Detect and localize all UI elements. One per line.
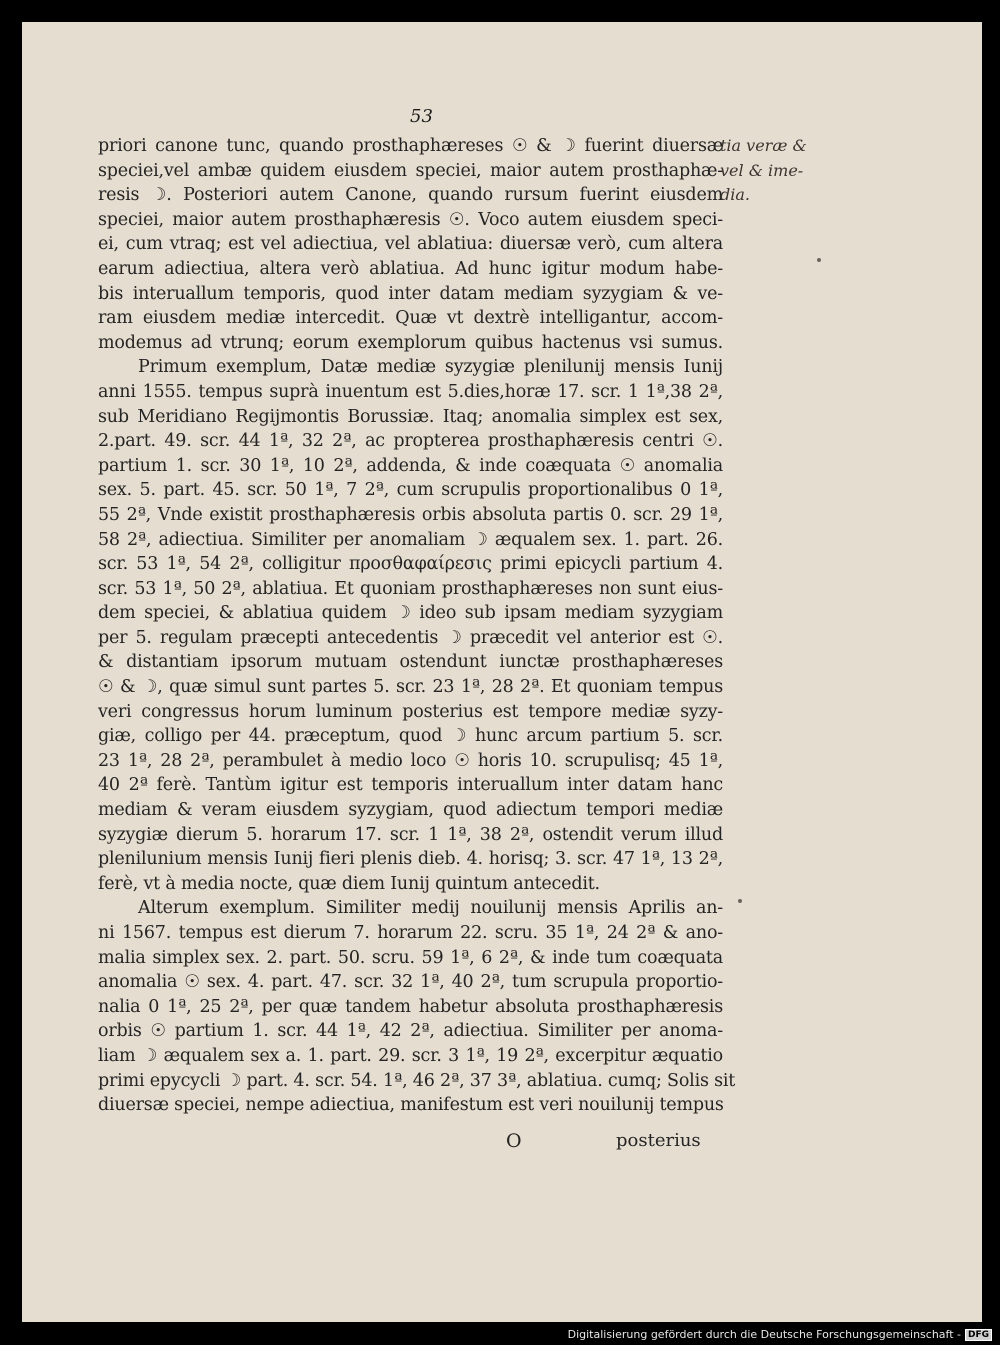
footer-text: Digitalisierung gefördert durch die Deutsche Forschungsgemeinschaft - [567, 1328, 961, 1341]
paper-speck [738, 899, 742, 903]
text-line: bis interuallum temporis, quod inter datam mediam syzygiam & ve- [98, 283, 723, 304]
text-line: per 5. regulam præcepti antecedentis ☽ præcedit vel anterior est ☉. [98, 627, 723, 648]
digitization-footer [568, 1328, 992, 1341]
text-line: dem speciei, & ablatiua quidem ☽ ideo sub ipsam mediam syzygiam [98, 603, 723, 624]
paper-speck [817, 258, 821, 262]
text-line: malia simplex sex. 2. part. 50. scru. 59 1ª, 6 2ª, & inde tum coæquata [98, 947, 723, 968]
text-line: nalia 0 1ª, 25 2ª, per quæ tandem habetur absoluta prosthaphæresis [98, 996, 723, 1017]
text-line: ni 1567. tempus est dierum 7. horarum 22. scru. 35 1ª, 24 2ª & ano- [98, 923, 723, 943]
text-line: 2.part. 49. scr. 44 1ª, 32 2ª, ac propterea prosthaphæresis centri ☉. [98, 431, 723, 452]
text-line: & distantiam ipsorum mutuam ostendunt iunctæ prosthaphæreses [98, 652, 723, 673]
text-line: speciei,vel ambæ quidem eiusdem speciei, maior autem prosthaphæ- [98, 160, 723, 181]
text-line: scr. 53 1ª, 50 2ª, ablatiua. Et quoniam prosthaphæreses non sunt eius- [98, 578, 723, 599]
text-line: priori canone tunc, quando prosthaphæreses ☉ & ☽ fuerint diuersæ [98, 136, 723, 156]
text-line: plenilunium mensis Iunij fieri plenis dieb. 4. horisq; 3. scr. 47 1ª, 13 2ª, [98, 849, 723, 870]
text-line: ☉ & ☽, quæ simul sunt partes 5. scr. 23 1ª, 28 2ª. Et quoniam tempus [98, 677, 723, 698]
text-line: earum adiectiua, altera verò ablatiua. Ad hunc igitur modum habe- [98, 258, 723, 279]
text-line: syzygiæ dierum 5. horarum 17. scr. 1 1ª, 38 2ª, ostendit verum illud [98, 824, 723, 845]
text-line: resis ☽. Posteriori autem Canone, quando rursum fuerint eiusdem [98, 185, 723, 206]
text-line: Primum exemplum, Datæ mediæ syzygiæ plenilunij mensis Iunij [138, 357, 723, 378]
text-line: partium 1. scr. 30 1ª, 10 2ª, addenda, & inde coæquata ☉ anomalia [98, 455, 723, 476]
text-line: ram eiusdem mediæ intercedit. Quæ vt dextrè intelligantur, accom- [98, 308, 723, 329]
book-page [22, 22, 982, 1322]
catchword: posterius [616, 1130, 701, 1151]
text-line: primi epycycli ☽ part. 4. scr. 54. 1ª, 46 2ª, 37 3ª, ablatiua. cumq; Solis sit [98, 1070, 736, 1091]
text-line: Alterum exemplum. Similiter medij nouilunij mensis Aprilis an- [138, 898, 723, 919]
text-line: diuersæ speciei, nempe adiectiua, manifestum est veri nouilunij tempus [98, 1095, 724, 1116]
text-line: ferè, vt à media nocte, quæ diem Iunij quintum antecedit. [98, 873, 600, 894]
text-line: mediam & veram eiusdem syzygiam, quod adiectum tempori mediæ [98, 800, 723, 821]
text-line: 58 2ª, adiectiua. Similiter per anomaliam ☽ æqualem sex. 1. part. 26. [98, 529, 723, 550]
body-text [98, 134, 736, 1118]
text-line: liam ☽ æqualem sex a. 1. part. 29. scr. 3 1ª, 19 2ª, excerpitur æquatio [98, 1045, 723, 1066]
text-line: sex. 5. part. 45. scr. 50 1ª, 7 2ª, cum scrupulis proportionalibus 0 1ª, [98, 480, 723, 501]
marginal-annotation [720, 134, 807, 208]
text-line: 40 2ª ferè. Tantùm igitur est temporis interuallum inter datam hanc [98, 775, 723, 796]
text-line: ei, cum vtraq; est vel adiectiua, vel ablatiua: diuersæ verò, cum altera [98, 234, 723, 255]
text-line: speciei, maior autem prosthaphæresis ☉. Voco autem eiusdem speci- [98, 209, 723, 230]
dfg-logo: DFG [965, 1329, 992, 1341]
text-line: 23 1ª, 28 2ª, perambulet à medio loco ☉ horis 10. scrupulisq; 45 1ª, [98, 750, 723, 771]
text-line: scr. 53 1ª, 54 2ª, colligitur προσθαφαίρεσις primi epicycli partium 4. [98, 554, 723, 575]
text-line: veri congressus horum luminum posterius est tempore mediæ syzy- [98, 701, 723, 722]
text-line: giæ, colligo per 44. præceptum, quod ☽ hunc arcum partium 5. scr. [98, 726, 723, 747]
text-line: 55 2ª, Vnde existit prosthaphæresis orbis absoluta partis 0. scr. 29 1ª, [98, 504, 723, 525]
text-line: orbis ☉ partium 1. scr. 44 1ª, 42 2ª, adiectiua. Similiter per anoma- [98, 1021, 723, 1042]
text-line: anomalia ☉ sex. 4. part. 47. scr. 32 1ª, 40 2ª, tum scrupula proportio- [98, 972, 723, 993]
text-line: anni 1555. tempus suprà inuentum est 5.dies,horæ 17. scr. 1 1ª,38 2ª, [98, 381, 723, 402]
margin-note: tia veræ & [720, 136, 807, 155]
margin-note: dia. [720, 185, 750, 205]
margin-note: vel & ime- [720, 160, 804, 180]
text-line: sub Meridiano Regijmontis Borussiæ. Itaq; anomalia simplex est sex, [98, 406, 723, 427]
signature-mark: O [506, 1130, 522, 1152]
page-number: 53 [410, 106, 433, 127]
text-line: modemus ad vtrunq; eorum exemplorum quibus hactenus vsi sumus. [98, 332, 723, 353]
